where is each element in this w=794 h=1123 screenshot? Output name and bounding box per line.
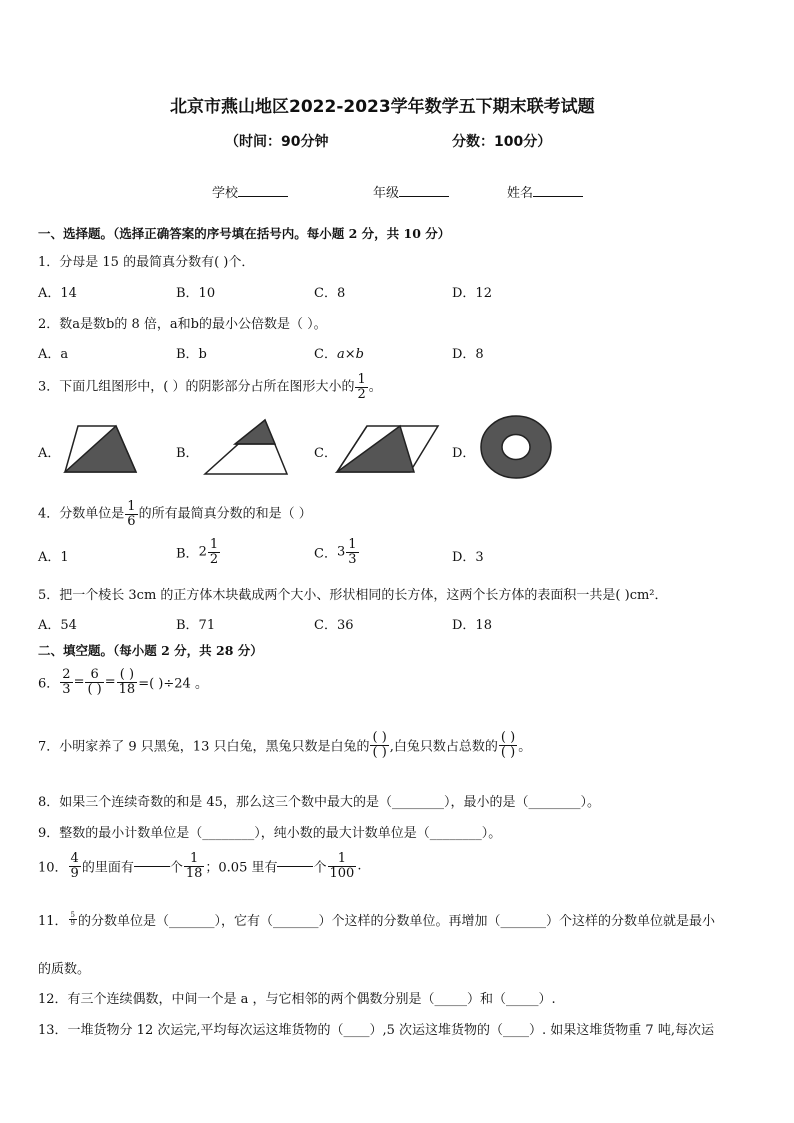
- q7-post: 。: [518, 739, 532, 755]
- question-5: 5．把一个棱长 3cm 的正方体木块截成两个大小、形状相同的长方体，这两个长方体的表面积一共是( )cm²．: [38, 588, 668, 603]
- q10-t2: 个: [169, 860, 183, 876]
- question-8: 8．如果三个连续奇数的和是 45，那么这三个数中最大的是（________），最小的是（________）。: [38, 795, 600, 810]
- q11-label: 11．: [38, 914, 68, 929]
- q4-option-b-den: 2: [209, 551, 219, 567]
- q7-f1-den: ( ): [372, 744, 387, 760]
- q4-option-b-whole: 2: [198, 544, 207, 560]
- q6-label: 6．: [38, 676, 60, 692]
- q10-f3-num: 1: [328, 852, 357, 867]
- q4-option-c-frac: [346, 538, 358, 566]
- q3-fraction: [355, 373, 367, 401]
- q7-fraction-2: [499, 731, 517, 759]
- q6-eq-1: =: [73, 674, 85, 690]
- q2-option-c-expr: a×b: [336, 347, 364, 362]
- school-label: 学校: [212, 186, 239, 201]
- q4-option-b-frac: [208, 538, 220, 566]
- q4-fraction: [125, 500, 137, 528]
- question-9: 9．整数的最小计数单位是（________），纯小数的最大计数单位是（________）。: [38, 826, 502, 841]
- q5-option-d: D．18: [452, 618, 492, 633]
- question-11-cont: 的质数。: [38, 962, 91, 977]
- q3-frac-num: 1: [357, 372, 366, 387]
- q6-fraction-2: [85, 668, 103, 696]
- exam-score: 分数：100分）: [452, 134, 552, 150]
- q3-text: 3．下面几组图形中，( ）的阴影部分占所在图形大小的: [38, 379, 355, 395]
- question-4: [38, 500, 312, 528]
- q7-f2-den: ( ): [500, 744, 516, 760]
- q10-t1: 的里面有: [81, 860, 134, 876]
- q6-tail: =( )÷24 。: [138, 676, 208, 692]
- q4-frac-num: 1: [127, 499, 136, 514]
- q6-f2-den: ( ): [87, 681, 102, 697]
- q6-fraction-1: [60, 668, 72, 696]
- q11-fraction: [69, 912, 77, 928]
- q10-label: 10．: [38, 860, 68, 876]
- q4-option-d: D．3: [452, 550, 484, 565]
- q6-f3-num: ( ): [117, 668, 138, 683]
- q4-option-c-num: 1: [348, 537, 357, 552]
- section1-heading: 一、选择题。（选择正确答案的序号填在括号内。每小题 2 分，共 10 分）: [38, 226, 451, 241]
- school-blank: [238, 196, 288, 197]
- q4-post: 的所有最简真分数的和是（ ）: [138, 506, 312, 522]
- q3-figure-b: [200, 416, 290, 478]
- q11-frac-num: 5: [70, 910, 76, 919]
- q7-f1-num: ( ): [372, 730, 387, 745]
- q6-f3-den: 18: [118, 681, 136, 697]
- exam-time: （时间：90分钟: [225, 134, 329, 150]
- q10-t4: 个: [313, 860, 327, 876]
- q2-option-b: B．b: [176, 347, 207, 362]
- q1-option-a: A．14: [38, 286, 77, 301]
- q6-f1-den: 3: [62, 681, 71, 697]
- question-11: [38, 910, 715, 929]
- q4-option-c-label: C．: [314, 546, 337, 562]
- q10-blank-1: [134, 866, 170, 867]
- q6-f2-num: 6: [85, 668, 103, 683]
- q10-fraction-1: [69, 852, 81, 880]
- q3-figure-c: [332, 420, 442, 476]
- q10-f3-den: 100: [329, 865, 355, 881]
- q6-eq-2: =: [104, 674, 116, 690]
- question-7: [38, 731, 531, 759]
- q2-option-d: D．8: [452, 347, 484, 362]
- question-1: 1．分母是 15 的最简真分数有( )个．: [38, 255, 255, 270]
- grade-blank: [399, 196, 449, 197]
- question-10: [38, 852, 361, 880]
- q4-option-b-label: B．: [176, 546, 199, 562]
- q4-option-c-whole: 3: [336, 544, 346, 560]
- q3-option-a: A．: [38, 446, 61, 461]
- q3-post: 。: [368, 379, 382, 395]
- q10-f1-den: 9: [70, 865, 79, 881]
- q10-fraction-3: [328, 852, 357, 880]
- q5-option-a: A．54: [38, 618, 77, 633]
- q7-f2-num: ( ): [500, 730, 516, 745]
- q7-text: 7．小明家养了 9 只黑兔，13 只白兔，黑兔只数是白兔的: [38, 739, 370, 755]
- q2-option-c: [314, 343, 364, 362]
- q3-frac-den: 2: [357, 386, 366, 402]
- question-3: [38, 373, 382, 401]
- grade-label: 年级: [373, 186, 400, 201]
- q11-text: 的分数单位是（_______），它有（_______）个这样的分数单位。再增加（_______）个这样的分数单位就是最小: [78, 914, 716, 929]
- question-2: 2．数a是数b的 8 倍，a和b的最小公倍数是（ ）。: [38, 317, 327, 332]
- q6-f1-num: 2: [62, 667, 71, 682]
- name-label: 姓名: [507, 186, 534, 201]
- q3-option-d: D．: [452, 446, 476, 461]
- q10-t3: ；0.05 里有: [205, 860, 278, 876]
- q10-t5: .: [357, 858, 362, 874]
- q3-figure-a: [60, 420, 140, 476]
- q1-option-b: B．10: [176, 286, 216, 301]
- q4-option-c-den: 3: [348, 551, 357, 567]
- q4-option-b: [176, 538, 221, 566]
- q2-option-c-label: C．: [314, 347, 337, 362]
- page-title: 北京市燕山地区2022-2023学年数学五下期末联考试题: [170, 97, 595, 117]
- grade-field: [373, 182, 449, 201]
- school-field: [212, 182, 288, 201]
- q4-option-a: A．1: [38, 550, 69, 565]
- q11-frac-den: 9: [70, 919, 76, 927]
- q10-fraction-2: [184, 852, 205, 880]
- q4-text: 4．分数单位是: [38, 506, 125, 522]
- q1-option-d: D．12: [452, 286, 492, 301]
- q2-option-a: A．a: [38, 347, 69, 362]
- q10-blank-2: [277, 866, 313, 867]
- q7-mid: ,白兔只数占总数的: [389, 739, 498, 755]
- q10-f2-num: 1: [184, 852, 205, 867]
- question-12: 12．有三个连续偶数，中间一个是 a ，与它相邻的两个偶数分别是（_____）和（_____）.: [38, 992, 556, 1007]
- q10-f1-num: 4: [70, 851, 79, 866]
- q6-fraction-3: [117, 668, 138, 696]
- q10-f2-den: 18: [185, 865, 203, 881]
- q3-figure-d: [478, 414, 554, 480]
- question-6: [38, 668, 208, 696]
- name-field: [507, 182, 583, 201]
- q5-option-c: C．36: [314, 618, 354, 633]
- q3-option-b: B．: [176, 446, 199, 461]
- q7-fraction-1: [370, 731, 388, 759]
- q1-option-c: C．8: [314, 286, 346, 301]
- q4-option-b-num: 1: [209, 537, 219, 552]
- q4-option-c: [314, 538, 360, 566]
- q4-frac-den: 6: [127, 513, 136, 529]
- name-blank: [533, 196, 583, 197]
- q5-option-b: B．71: [176, 618, 216, 633]
- section2-heading: 二、填空题。（每小题 2 分，共 28 分）: [38, 643, 263, 658]
- q3-option-c: C．: [314, 446, 337, 461]
- question-13: 13．一堆货物分 12 次运完,平均每次运这堆货物的（____）,5 次运这堆货物的（____）. 如果这堆货物重 7 吨,每次运: [38, 1023, 714, 1038]
